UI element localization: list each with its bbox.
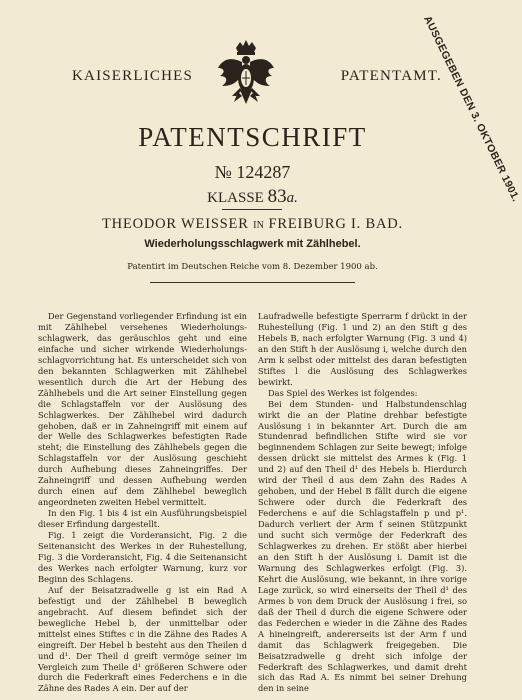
body-column-right [258,311,467,694]
patent-date-line: Patentirt im Deutschen Reiche vom 8. Dezember 1900 ab. [127,262,378,272]
klasse-row [0,186,505,208]
paragraph: Fig. 1 zeigt die Vorderansicht, Fig. 2 die Seitenansicht des Werkes in der Ruhestellung, Fig. 3 die Vorderansicht, Fig. 4 die Seitenansicht des Werkes nach erfolgter Warnung, kurz vor Beginn des Schlagens. [38,530,247,584]
paragraph: Der Gegenstand vorliegender Erfindung ist ein mit Zählhebel versehenes Wiederholungs-schlagwerk, das geräuschlos geht und eine einfache und sicher wirkende Wiederholungs-schlagvorrichtung hat. Es unterscheidet sich von den bekannten Schlagwerken mit Zählhebel wesentlich durch die Art der Hebung des Zählhebels und die Art seiner Einstellung gegen die Schlagstaffeln vor der Auslösung des Schlagwerkes. Der Zählhebel wird dadurch gehoben, daß er in Zahneingriff mit einem auf der Welle des Schlagwerkes befestigten Rade steht; die Einstellung des Zählhebels gegen die Schlagstaffeln vor der Auslösung geschieht durch Aufhebung dieses Zahneingriffes. Der Zahneingriff und dessen Aufhebung werden durch einen auf dem Zählhebel beweglich angeordneten zweiten Hebel vermittelt. [38,311,247,508]
office-right: PATENTAMT. [340,68,442,84]
paragraph: Bei dem Stunden- und Halbstundenschlag wirkt die an der Platine drehbar befestigte Auslösung i in bekannter Art. Durch die am Stundenrad befindlichen Stifte wird sie vor beginnendem Schlagen zur Seite bewegt; infolge dessen drückt sie mittelst des Armes k (Fig. 1 und 2) auf den Theil d¹ des Hebels b. Hierdurch wird der Theil d aus dem Zahn des Rades A gehoben, und der Hebel B fällt durch die eigene Schwere oder durch die Federkraft des Federchens e auf die Schlagstaffeln p und p¹. Dadurch verliert der Arm f seinen Stützpunkt und sucht sich vermöge der Federkraft des Schlagwerkes zu drehen. Er stößt aber hierbei an den Stift h der Auslösung i. Damit ist die Warnung des Schlagwerkes erfolgt (Fig. 3). Kehrt die Auslösung, wie bekannt, in ihre vorige Lage zurück, so wird einerseits der Theil d¹ des Armes b von dem Druck der Auslösung i frei, so daß der Theil d durch die eigene Schwere oder das Federchen e wieder in die Zähne des Rades A hineingreift, andererseits ist der Arm f und damit das Schlagwerk freigegeben. Die Beisatzradwelle g dreht sich infolge der Federkraft des Schlagwerkes, und damit dreht sich das Rad A. Es nimmt bei seiner Drehung den in seine [258,398,467,694]
body-column-left [38,311,247,694]
office-header [72,68,442,88]
paragraph: In den Fig. 1 bis 4 ist ein Ausführungsbeispiel dieser Erfindung dargestellt. [38,508,247,530]
paragraph: Das Spiel des Werkes ist folgendes: [268,387,418,398]
patent-number-row [0,162,505,183]
inventor-place: FREIBURG I. BAD. [268,216,403,232]
number-prefix: № [214,162,232,182]
paragraph: Laufradwelle befestigte Sperrarm f drückt in der Ruhestellung (Fig. 1 und 2) an den Stift g des Hebels B, nach erfolgter Warnung (Fig. 3 und 4) an den Stift h der Auslösung i, welche durch den Arm k selbst oder mittelst des daran befestigten Stiftes l die Auslösung des Schlagwerkes bewirkt. [258,311,467,387]
divider [222,209,282,210]
paragraph: Auf der Beisatzradwelle g ist ein Rad A befestigt und der Zählhebel B beweglich angebracht. Auf diesem befindet sich der bewegliche Hebel b, der unmittelbar oder mittelst eines Stiftes c in die Zähne des Rades A eingreift. Der Hebel b besteht aus den Theilen d und d¹. Der Theil d greift vermöge seiner im Vergleich zum Theile d¹ größeren Schwere oder durch die Federkraft eines Federchens e in die Zähne des Rades A ein. Der auf der [38,584,247,694]
patent-number: 124287 [236,162,291,182]
inventor-in: IN [253,220,265,231]
inventor-line [0,216,505,233]
stamp-text: AUSGEGEBEN DEN 3. OKTOBER 1901. [421,14,522,204]
klasse-suffix: a. [286,190,298,206]
patent-subject: Wiederholungsschlagwerk mit Zählhebel. [144,238,361,250]
inventor-name: THEODOR WEISSER [102,216,249,232]
klasse-label: KLASSE [207,190,264,206]
klasse-number: 83 [267,186,287,207]
divider [150,282,355,283]
office-left: KAISERLICHES [72,68,194,84]
document-title: PATENTSCHRIFT [138,122,367,152]
